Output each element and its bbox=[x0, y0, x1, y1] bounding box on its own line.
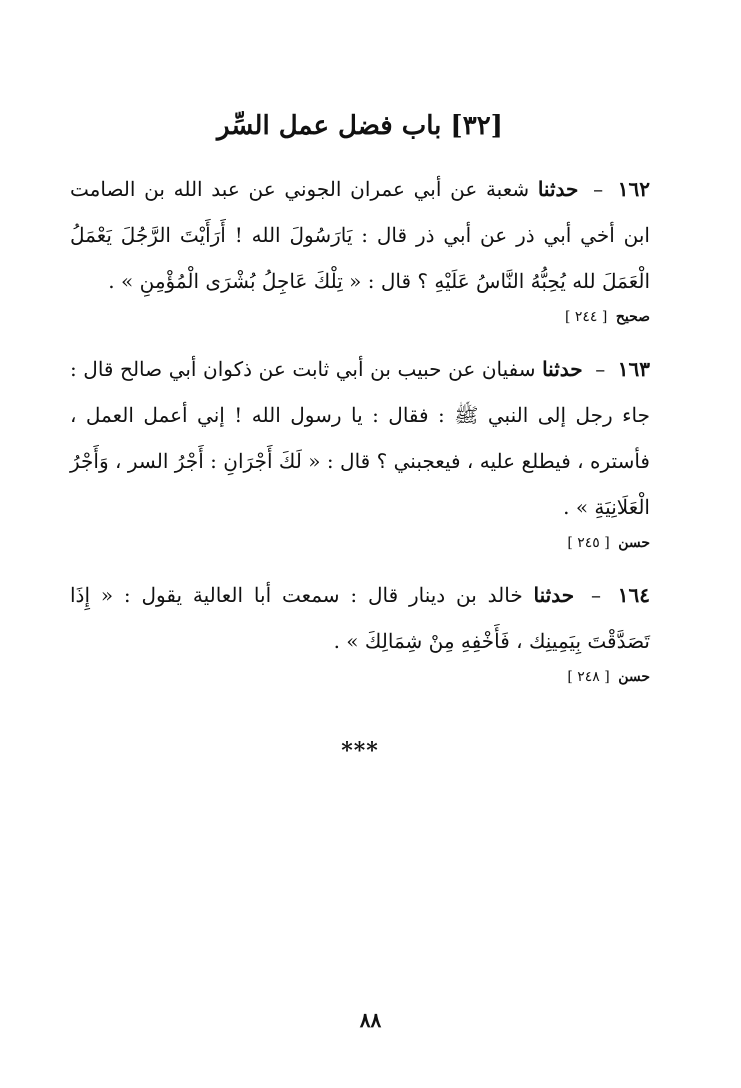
hadith-grade: حسن bbox=[618, 669, 650, 685]
hadith-number: ١٦٣ bbox=[617, 357, 650, 381]
number-dash: – bbox=[590, 583, 601, 607]
hadith-text-block bbox=[70, 346, 650, 530]
hadith-number: ١٦٤ bbox=[617, 583, 650, 607]
narration-intro: حدثنا bbox=[542, 357, 583, 381]
number-dash: – bbox=[595, 357, 606, 381]
hadith-body: سفيان عن حبيب بن أبي ثابت عن ذكوان أبي صالح قال : جاء رجل إلى النبي ﷺ : فقال : يا رسول الله ! إني أعمل العمل ، فأستره ، فيطلع عليه ، فيعجبني ؟ قال : « لَكَ أَجْرَانِ : أَجْرُ السر ، وَأَجْرُ الْعَلَانِيَةِ » . bbox=[70, 357, 650, 519]
chapter-title: [٣٢] باب فضل عمل السِّر bbox=[217, 111, 503, 141]
grade-line bbox=[70, 530, 650, 556]
hadith-grade: حسن bbox=[618, 535, 650, 551]
hadith-body: شعبة عن أبي عمران الجوني عن عبد الله بن الصامت ابن أخي أبي ذر عن أبي ذر قال : يَارَسُولَ الله ! أَرَأَيْتَ الرَّجُلَ يَعْمَلُ الْعَمَلَ لله يُحِبُّهُ النَّاسُ عَلَيْهِ ؟ قال : « تِلْكَ عَاجِلُ بُشْرَى الْمُؤْمِنِ » . bbox=[70, 177, 650, 293]
hadith-164 bbox=[70, 572, 650, 690]
hadith-grade: صحيح bbox=[615, 309, 650, 325]
grade-line bbox=[70, 664, 650, 690]
hadith-text-block bbox=[70, 572, 650, 664]
hadith-reference: [ ٢٤٥ ] bbox=[567, 535, 610, 551]
hadith-163 bbox=[70, 346, 650, 556]
hadith-reference: [ ٢٤٤ ] bbox=[564, 309, 608, 325]
page-number: ٨٨ bbox=[359, 1008, 382, 1032]
hadith-body: خالد بن دينار قال : سمعت أبا العالية يقول : « إِذَا تَصَدَّقْتَ بِيَمِينِك ، فَأَخْفِهِ مِنْ شِمَالِكَ » . bbox=[70, 583, 650, 653]
hadith-number: ١٦٢ bbox=[617, 177, 651, 201]
hadith-text-block bbox=[70, 166, 650, 304]
hadith-reference: [ ٢٤٨ ] bbox=[567, 669, 610, 685]
narration-intro: حدثنا bbox=[537, 177, 579, 201]
page-content bbox=[70, 100, 650, 764]
hadith-162 bbox=[70, 166, 650, 330]
section-divider: *** bbox=[341, 738, 379, 764]
narration-intro: حدثنا bbox=[533, 583, 575, 607]
grade-line bbox=[70, 304, 650, 330]
number-dash: – bbox=[593, 177, 604, 201]
